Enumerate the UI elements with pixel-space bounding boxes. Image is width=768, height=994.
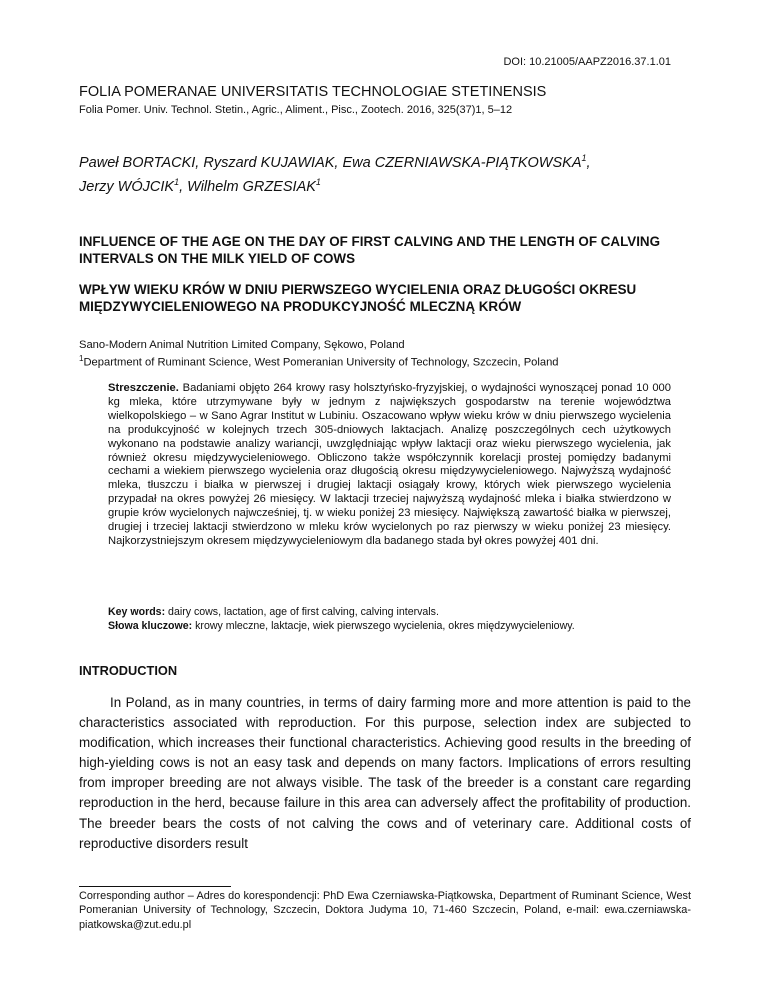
footnote-divider [79,886,231,887]
section-heading-introduction: INTRODUCTION [79,663,178,678]
abstract [108,382,671,549]
affiliation-mark: 1 [174,176,180,187]
paper-title-english: INFLUENCE OF THE AGE ON THE DAY OF FIRST CALVING AND THE LENGTH OF CALVING INTERVALS ON THE MILK YIELD OF COWS [79,234,661,266]
affiliation-mark: 1 [315,176,321,187]
doi-label: DOI: 10.21005/AAPZ2016.37.1.01 [503,56,671,68]
abstract-label: Streszczenie. [108,382,179,394]
author-list [79,149,679,197]
journal-citation: Folia Pomer. Univ. Technol. Stetin., Agric., Aliment., Pisc., Zootech. 2016, 325(37)1, 5–12 [79,104,513,116]
keywords-en-label: Key words: [108,606,166,618]
journal-title: FOLIA POMERANAE UNIVERSITATIS TECHNOLOGIAE STETINENSIS [79,84,547,100]
paper-title-polish: WPŁYW WIEKU KRÓW W DNIU PIERWSZEGO WYCIELENIA ORAZ DŁUGOŚCI OKRESU MIĘDZYWYCIELENIOWEGO NA PRODUKCYJNOŚĆ MLECZNĄ KRÓW [79,282,637,314]
affiliations [79,338,699,370]
introduction-paragraph: In Poland, as in many countries, in terms of dairy farming more and more attention is paid to the characteristics associated with reproduction. For this purpose, selection index are subjected to modification, which increases their functional characteristics. Achieving good results in the breeding of high-yielding cows is not an easy task and depends on many factors. Implications of errors resulting from improper breeding are not always visible. The task of the breeder is a constant care regarding reproduction in the herd, because failure in this area can adversely affect the profitability of production. The breeder bears the costs of not calving the cows and of veterinary care. Additional costs of reproductive disorders result [79,695,691,851]
keywords-en: dairy cows, lactation, age of first calving, calving intervals. [165,606,439,618]
introduction-body [79,693,691,854]
keywords [108,606,671,633]
authors-line-2: Jerzy WÓJCIK [79,178,175,195]
abstract-text: Badaniami objęto 264 krowy rasy holsztyńsko-fryzyjskiej, o wydajności wynoszącej ponad 10 000 kg mleka, które utrzymywane były w jednym z największych gospodarstw na terenie województwa wielkopolskiego – w Sano Agrar Institut w Lubiniu. Oszacowano wpływ wieku krów w dniu pierwszego wycielenia na produkcyjność w kolejnych trzech 305-dniowych laktacjach. Analizę poszczególnych cech użytkowych wykonano na podstawie analizy wariancji, uwzględniając wpływ laktacji oraz wieku pierwszego wycielenia, jak również okresu międzywycieleniowego. Obliczono także współczynnik korelacji prostej pomiędzy badanymi cechami a wiekiem pierwszego wycielenia oraz długością okresu międzywycieleniowego. Najwyższą wydajność mleka, tłuszczu i białka w pierwszej i drugiej laktacji osiągały krowy, których wiek pierwszego wycielenia przypadał na okres powyżej 26 miesięcy. W laktacji trzeciej najwyższą wydajność mleka i białka stwierdzono w grupie krów wycielonych najwcześniej, tj. w wieku poniżej 23 miesięcy. Największą zawartość białka w pierwszej, drugiej i trzeciej laktacji stwierdzono w mleku krów wycielonych po raz pierwszy w wieku poniżej 23 miesięcy. Najkorzystniejszym okresem międzywycieleniowym dla badanego stada był okres powyżej 401 dni. [108,382,671,547]
authors-line-3: , Wilhelm GRZESIAK [179,178,316,195]
authors-comma: , [586,154,591,171]
affiliation-mark: 1 [581,153,587,163]
affiliation-2: Department of Ruminant Science, West Pomeranian University of Technology, Szczecin, Poland [83,356,559,369]
footnote-corresponding-author: Corresponding author – Adres do korespondencji: PhD Ewa Czerniawska-Piątkowska, Department of Ruminant Science, West Pomeranian University of Technology, Szczecin, Doktora Judyma 10, 71-460 Szczecin, Poland, e-mail: ewa.czerniawska-piatkowska@zut.edu.pl [79,890,691,931]
keywords-pl: krowy mleczne, laktacje, wiek pierwszego wycielenia, okres międzywycieleniowy. [192,619,575,632]
affiliation-1: Sano-Modern Animal Nutrition Limited Company, Sękowo, Poland [79,339,405,351]
authors-line-1: Paweł BORTACKI, Ryszard KUJAWIAK, Ewa CZERNIAWSKA-PIĄTKOWSKA [79,154,582,171]
keywords-pl-label: Słowa kluczowe: [108,619,193,632]
affiliation-mark: 1 [79,354,84,363]
